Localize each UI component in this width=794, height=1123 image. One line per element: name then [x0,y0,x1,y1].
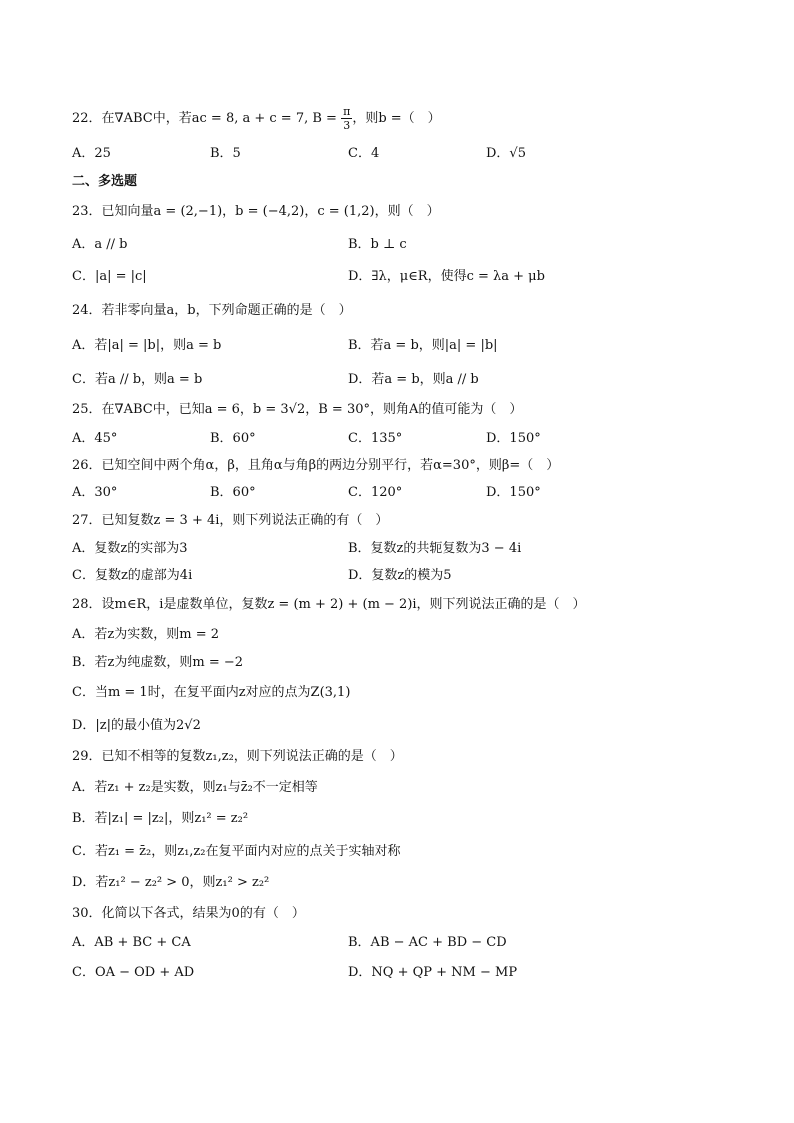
q30-option-b: B．AB − AC + BD − CD [348,935,507,950]
q23-option-c: C．|a| = |c| [72,269,147,284]
q30-option-a: A．AB + BC + CA [72,935,191,950]
question-24-stem: 24．若非零向量a，b，下列命题正确的是（ ） [72,303,352,318]
q24-option-d: D．若a = b，则a // b [348,372,479,387]
q27-option-d: D．复数z的模为5 [348,568,452,583]
q23-option-a: A．a // b [72,237,128,252]
q27-option-a: A．复数z的实部为3 [72,541,188,556]
q24-option-a: A．若|a| = |b|，则a = b [72,338,222,353]
q29-option-d: D．若z₁² − z₂² > 0，则z₁² > z₂² [72,875,270,890]
q22-triangle: ∇ABC [114,111,153,126]
q22-option-a: A．25 [72,146,111,161]
q25-option-a: A．45° [72,431,118,446]
q28-option-b: B．若z为纯虚数，则m = −2 [72,655,244,670]
section-title-multiple-choice: 二、多选题 [72,174,138,189]
q26-option-a: A．30° [72,485,118,500]
q22-fraction-numerator: π [343,105,351,118]
q30-option-c: C．OA − OD + AD [72,965,195,980]
q26-option-d: D．150° [486,485,541,500]
q27-option-b: B．复数z的共轭复数为3 − 4i [348,541,522,556]
q25-option-b: B．60° [210,431,256,446]
question-22-stem [72,105,441,132]
q22-prefix: 22．在 [72,111,115,126]
q28-option-c: C．当m = 1时，在复平面内z对应的点为Z(3,1) [72,685,351,700]
q30-option-d: D．NQ + QP + NM − MP [348,965,518,980]
question-30-stem: 30．化简以下各式，结果为0的有（ ） [72,906,305,921]
question-25-stem: 25．在∇ABC中，已知a = 6，b = 3√2，B = 30°，则角A的值可能为（ ） [72,402,523,417]
q22-middle: 中，若ac = 8, a + c = 7, B = [152,111,342,126]
q29-option-a: A．若z₁ + z₂是实数，则z₁与z̄₂不一定相等 [72,780,318,795]
q22-option-d: D．√5 [486,146,526,161]
q29-option-c: C．若z₁ = z̄₂，则z₁,z₂在复平面内对应的点关于实轴对称 [72,844,401,859]
q27-option-c: C．复数z的虚部为4i [72,568,193,583]
question-27-stem: 27．已知复数z = 3 + 4i，则下列说法正确的有（ ） [72,513,389,528]
q26-option-b: B．60° [210,485,256,500]
q25-option-d: D．150° [486,431,541,446]
q22-fraction-denominator: 3 [343,119,351,132]
q24-option-b: B．若a = b，则|a| = |b| [348,338,498,353]
q23-option-b: B．b ⊥ c [348,237,407,252]
q24-option-c: C．若a // b，则a = b [72,372,203,387]
q28-option-d: D．|z|的最小值为2√2 [72,718,201,733]
q22-suffix: ，则b =（ ） [352,111,441,126]
q26-option-c: C．120° [348,485,403,500]
q22-option-b: B．5 [210,146,241,161]
q22-option-c: C．4 [348,146,380,161]
q28-option-a: A．若z为实数，则m = 2 [72,627,219,642]
question-26-stem: 26．已知空间中两个角α，β，且角α与角β的两边分别平行，若α=30°，则β=（ ） [72,458,560,473]
question-28-stem: 28．设m∈R，i是虚数单位，复数z = (m + 2) + (m − 2)i，则下列说法正确的是（ ） [72,597,586,612]
q22-fraction [341,105,352,132]
question-23-stem: 23．已知向量a = (2,−1)，b = (−4,2)，c = (1,2)，则（ ） [72,204,440,219]
q25-option-c: C．135° [348,431,403,446]
question-29-stem: 29．已知不相等的复数z₁,z₂，则下列说法正确的是（ ） [72,749,403,764]
q29-option-b: B．若|z₁| = |z₂|，则z₁² = z₂² [72,811,249,826]
q23-option-d: D．∃λ，μ∈R，使得c = λa + μb [348,269,545,284]
